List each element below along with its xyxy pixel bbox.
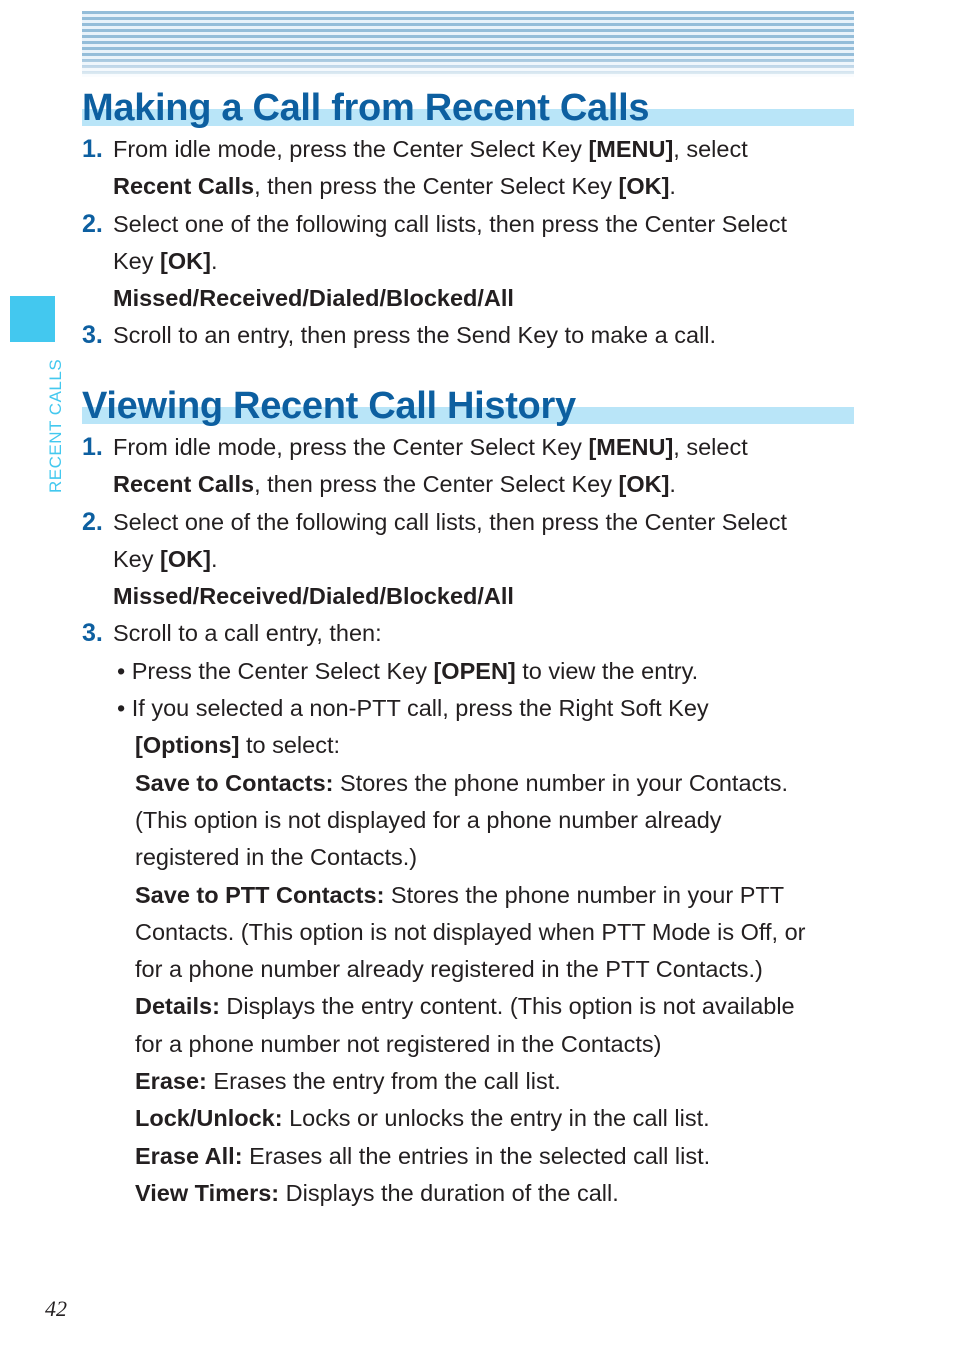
step-line: 2. Select one of the following call lists, then press the Center Select: [82, 206, 854, 243]
option-save-to-ptt-contacts: Save to PTT Contacts: Stores the phone number in your PTT: [135, 881, 785, 908]
step-line: Key [OK].: [113, 247, 218, 274]
option-view-timers: View Timers: Displays the duration of the call.: [135, 1179, 619, 1206]
option-save-to-contacts: Save to Contacts: Stores the phone number in your Contacts.: [135, 769, 789, 796]
header-stripe-banner: [82, 11, 854, 77]
call-list-options: Missed/Received/Dialed/Blocked/All: [113, 583, 514, 610]
option-description: for a phone number already registered in the PTT Contacts.): [135, 956, 763, 983]
call-list-options: Missed/Received/Dialed/Blocked/All: [113, 285, 514, 312]
step-line: 3. Scroll to a call entry, then:: [82, 615, 854, 652]
section-title-bar: [82, 86, 854, 130]
bullet-item-continued: [Options] to select:: [135, 732, 340, 759]
section-title: Viewing Recent Call History: [82, 385, 576, 427]
step-number: 1.: [82, 433, 103, 461]
step-line: 1. From idle mode, press the Center Select Key [MENU], select: [82, 131, 854, 168]
step-line: Recent Calls, then press the Center Select Key [OK].: [113, 471, 676, 498]
step-line: 1. From idle mode, press the Center Select Key [MENU], select: [82, 429, 854, 466]
step-line: Recent Calls, then press the Center Select Key [OK].: [113, 173, 676, 200]
section-viewing-history: [82, 384, 854, 1212]
bullet-item: • If you selected a non-PTT call, press the Right Soft Key: [117, 695, 709, 722]
step-line: 3. Scroll to an entry, then press the Send Key to make a call.: [82, 317, 854, 354]
option-erase-all: Erase All: Erases all the entries in the selected call list.: [135, 1142, 711, 1169]
step-number: 2.: [82, 507, 103, 536]
option-lock-unlock: Lock/Unlock: Locks or unlocks the entry in the call list.: [135, 1105, 710, 1132]
step-number: 3.: [82, 619, 103, 648]
option-description: (This option is not displayed for a phone number already: [135, 806, 722, 833]
option-description: Contacts. (This option is not displayed when PTT Mode is Off, or: [135, 918, 806, 945]
step-number: 2.: [82, 209, 103, 238]
step-number: 3.: [82, 321, 103, 350]
section-title: Making a Call from Recent Calls: [82, 87, 650, 129]
chapter-side-label: RECENT CALLS: [46, 358, 65, 493]
bullet-item: • Press the Center Select Key [OPEN] to view the entry.: [117, 657, 699, 684]
option-details: Details: Displays the entry content. (This option is not available: [135, 993, 795, 1020]
step-line: Key [OK].: [113, 545, 218, 572]
section-making-call: [82, 86, 854, 355]
option-erase: Erase: Erases the entry from the call list.: [135, 1068, 561, 1095]
step-line: 2. Select one of the following call lists, then press the Center Select: [82, 504, 854, 541]
step-number: 1.: [82, 135, 103, 163]
option-description: for a phone number not registered in the Contacts): [135, 1030, 662, 1057]
option-description: registered in the Contacts.): [135, 844, 418, 871]
chapter-tab-marker: [10, 296, 55, 342]
section-title-bar: [82, 384, 854, 428]
page-number: 42: [45, 1296, 67, 1321]
